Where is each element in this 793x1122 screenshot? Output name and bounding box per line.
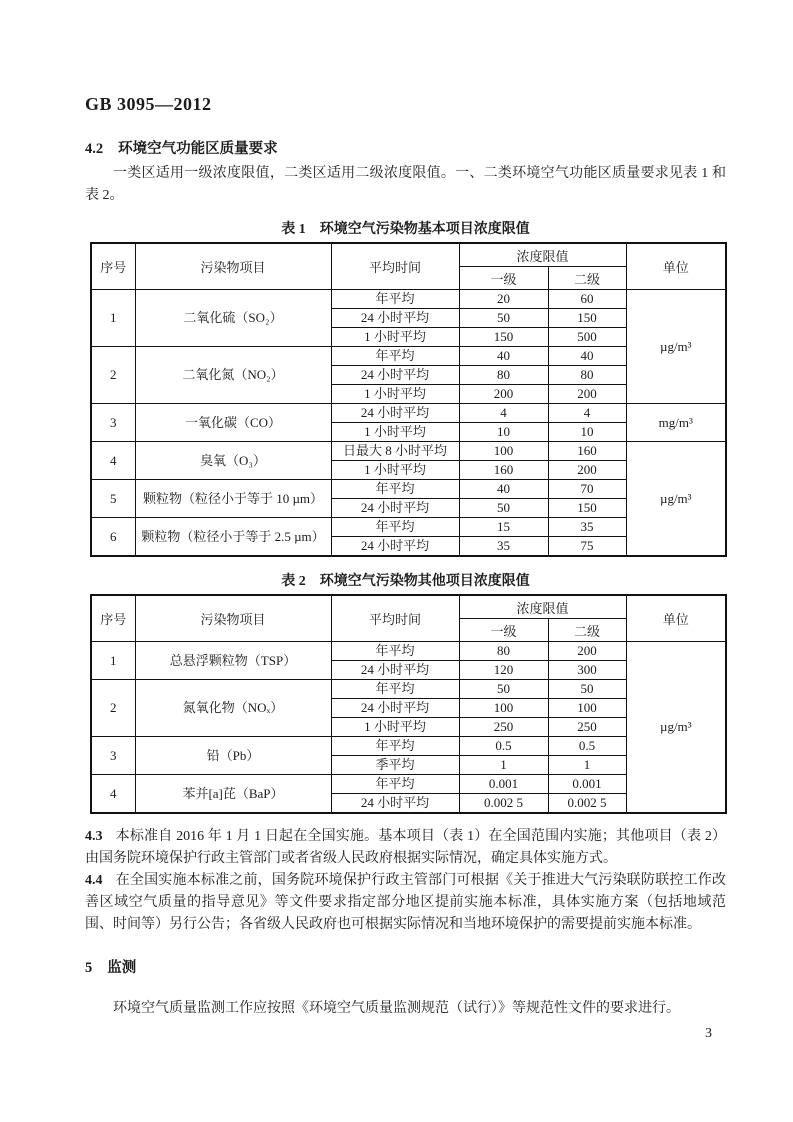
index-cell: 5 — [91, 480, 135, 518]
level1-value-cell: 35 — [459, 537, 548, 557]
level2-value-cell: 10 — [548, 423, 626, 442]
index-cell: 3 — [91, 737, 135, 775]
section-4-3-text: 本标准自 2016 年 1 月 1 日起在全国实施。基本项目（表 1）在全国范围内实施；其他项目（表 2）由国务院环境保护行政主管部门或者省级人民政府根据实际情况，确定具体实施方式。 — [85, 829, 726, 866]
table1-header — [91, 243, 726, 290]
section-5-heading — [85, 956, 726, 977]
header-level1: 一级 — [459, 267, 548, 290]
pollutant-cell: 臭氧（O₃） — [135, 442, 331, 480]
level1-value-cell: 50 — [459, 680, 548, 699]
avg-time-cell: 24 小时平均 — [331, 661, 459, 680]
avg-time-cell: 年平均 — [331, 518, 459, 537]
unit-cell: mg/m³ — [626, 404, 726, 442]
table-row — [91, 642, 726, 661]
page-content — [85, 0, 726, 1020]
header-pollutant: 污染物项目 — [135, 595, 331, 642]
pollutant-cell: 颗粒物（粒径小于等于 2.5 µm） — [135, 518, 331, 557]
level2-value-cell: 60 — [548, 290, 626, 309]
section-4-2-title: 环境空气功能区质量要求 — [118, 141, 278, 157]
level1-value-cell: 80 — [459, 366, 548, 385]
level2-value-cell: 40 — [548, 347, 626, 366]
section-5-title: 监测 — [107, 960, 137, 976]
avg-time-cell: 年平均 — [331, 775, 459, 794]
table2-header — [91, 595, 726, 642]
header-unit: 单位 — [626, 243, 726, 290]
header-index: 序号 — [91, 243, 135, 290]
level2-value-cell: 80 — [548, 366, 626, 385]
index-cell: 3 — [91, 404, 135, 442]
header-unit: 单位 — [626, 595, 726, 642]
header-pollutant: 污染物项目 — [135, 243, 331, 290]
level1-value-cell: 40 — [459, 480, 548, 499]
header-avg-time: 平均时间 — [331, 243, 459, 290]
level2-value-cell: 0.001 — [548, 775, 626, 794]
section-4-2-number: 4.2 — [85, 141, 104, 157]
table-header-row — [91, 595, 726, 619]
level1-value-cell: 15 — [459, 518, 548, 537]
level2-value-cell: 250 — [548, 718, 626, 737]
level2-value-cell: 0.002 5 — [548, 794, 626, 814]
index-cell: 2 — [91, 347, 135, 404]
section-4-4-paragraph — [85, 870, 726, 936]
level1-value-cell: 50 — [459, 499, 548, 518]
table-row — [91, 290, 726, 309]
table-row — [91, 404, 726, 423]
level1-value-cell: 80 — [459, 642, 548, 661]
level1-value-cell: 0.002 5 — [459, 794, 548, 814]
level1-value-cell: 250 — [459, 718, 548, 737]
section-4-3-paragraph — [85, 826, 726, 870]
level1-value-cell: 0.5 — [459, 737, 548, 756]
pollutant-cell: 苯并[a]芘（BaP） — [135, 775, 331, 814]
level1-value-cell: 160 — [459, 461, 548, 480]
section-5-number: 5 — [85, 960, 93, 976]
avg-time-cell: 季平均 — [331, 756, 459, 775]
level1-value-cell: 100 — [459, 442, 548, 461]
level2-value-cell: 500 — [548, 328, 626, 347]
level2-value-cell: 300 — [548, 661, 626, 680]
table-header-row — [91, 243, 726, 267]
avg-time-cell: 24 小时平均 — [331, 499, 459, 518]
level2-value-cell: 50 — [548, 680, 626, 699]
pollutant-cell: 二氧化硫（SO₂） — [135, 290, 331, 347]
level1-value-cell: 200 — [459, 385, 548, 404]
section-5-paragraph: 环境空气质量监测工作应按照《环境空气质量监测规范（试行）》等规范性文件的要求进行。 — [113, 1001, 680, 1016]
avg-time-cell: 日最大 8 小时平均 — [331, 442, 459, 461]
header-level2: 二级 — [548, 267, 626, 290]
avg-time-cell: 1 小时平均 — [331, 423, 459, 442]
level1-value-cell: 120 — [459, 661, 548, 680]
header-limit-group: 浓度限值 — [459, 243, 626, 267]
pollutant-cell: 一氧化碳（CO） — [135, 404, 331, 442]
level2-value-cell: 200 — [548, 461, 626, 480]
index-cell: 6 — [91, 518, 135, 557]
avg-time-cell: 1 小时平均 — [331, 718, 459, 737]
level2-value-cell: 75 — [548, 537, 626, 557]
header-level2: 二级 — [548, 619, 626, 642]
pollutant-cell: 二氧化氮（NO₂） — [135, 347, 331, 404]
level2-value-cell: 4 — [548, 404, 626, 423]
level2-value-cell: 200 — [548, 385, 626, 404]
level1-value-cell: 1 — [459, 756, 548, 775]
level2-value-cell: 100 — [548, 699, 626, 718]
table2-title: 表 2 环境空气污染物其他项目浓度限值 — [281, 574, 530, 589]
avg-time-cell: 年平均 — [331, 737, 459, 756]
avg-time-cell: 年平均 — [331, 290, 459, 309]
header-avg-time: 平均时间 — [331, 595, 459, 642]
level1-value-cell: 100 — [459, 699, 548, 718]
doc-code: GB 3095—2012 — [85, 94, 212, 114]
avg-time-cell: 1 小时平均 — [331, 328, 459, 347]
avg-time-cell: 年平均 — [331, 347, 459, 366]
level1-value-cell: 10 — [459, 423, 548, 442]
page-number: 3 — [705, 1026, 712, 1041]
level2-value-cell: 160 — [548, 442, 626, 461]
level2-value-cell: 150 — [548, 499, 626, 518]
section-4-4-number: 4.4 — [85, 873, 103, 888]
avg-time-cell: 年平均 — [331, 680, 459, 699]
avg-time-cell: 24 小时平均 — [331, 366, 459, 385]
pollutant-cell: 氮氧化物（NOₓ） — [135, 680, 331, 737]
level2-value-cell: 150 — [548, 309, 626, 328]
level1-value-cell: 4 — [459, 404, 548, 423]
level2-value-cell: 35 — [548, 518, 626, 537]
header-level1: 一级 — [459, 619, 548, 642]
index-cell: 1 — [91, 642, 135, 680]
table1-body — [91, 290, 726, 557]
pollutant-cell: 颗粒物（粒径小于等于 10 µm） — [135, 480, 331, 518]
index-cell: 2 — [91, 680, 135, 737]
avg-time-cell: 24 小时平均 — [331, 699, 459, 718]
level1-value-cell: 20 — [459, 290, 548, 309]
avg-time-cell: 1 小时平均 — [331, 461, 459, 480]
avg-time-cell: 24 小时平均 — [331, 404, 459, 423]
level2-value-cell: 70 — [548, 480, 626, 499]
index-cell: 4 — [91, 442, 135, 480]
header-index: 序号 — [91, 595, 135, 642]
table2-body — [91, 642, 726, 814]
level2-value-cell: 200 — [548, 642, 626, 661]
index-cell: 4 — [91, 775, 135, 814]
level2-value-cell: 0.5 — [548, 737, 626, 756]
pollutant-cell: 总悬浮颗粒物（TSP） — [135, 642, 331, 680]
index-cell: 1 — [91, 290, 135, 347]
avg-time-cell: 1 小时平均 — [331, 385, 459, 404]
avg-time-cell: 年平均 — [331, 642, 459, 661]
avg-time-cell: 年平均 — [331, 480, 459, 499]
section-4-4-text: 在全国实施本标准之前，国务院环境保护行政主管部门可根据《关于推进大气污染联防联控工作改善区域空气质量的指导意见》等文件要求指定部分地区提前实施本标准，具体实施方案（包括地域范围、时间等）另行公告；各省级人民政府也可根据实际情况和当地环境保护的需要提前实施本标准。 — [85, 873, 726, 932]
table1-pollutant-limits — [90, 242, 727, 557]
level1-value-cell: 40 — [459, 347, 548, 366]
section-4-2-paragraph: 一类区适用一级浓度限值，二类区适用二级浓度限值。一、二类环境空气功能区质量要求见表 1 和表 2。 — [85, 166, 726, 203]
header-limit-group: 浓度限值 — [459, 595, 626, 619]
avg-time-cell: 24 小时平均 — [331, 794, 459, 814]
unit-cell: µg/m³ — [626, 642, 726, 814]
table-row — [91, 442, 726, 461]
level1-value-cell: 50 — [459, 309, 548, 328]
unit-cell: µg/m³ — [626, 290, 726, 404]
avg-time-cell: 24 小时平均 — [331, 537, 459, 557]
unit-cell: µg/m³ — [626, 442, 726, 557]
pollutant-cell: 铅（Pb） — [135, 737, 331, 775]
section-4-3-number: 4.3 — [85, 829, 103, 844]
level2-value-cell: 1 — [548, 756, 626, 775]
section-4-2-heading — [85, 137, 726, 158]
table2-pollutant-limits — [90, 594, 727, 814]
level1-value-cell: 0.001 — [459, 775, 548, 794]
table1-title: 表 1 环境空气污染物基本项目浓度限值 — [281, 222, 530, 237]
avg-time-cell: 24 小时平均 — [331, 309, 459, 328]
level1-value-cell: 150 — [459, 328, 548, 347]
